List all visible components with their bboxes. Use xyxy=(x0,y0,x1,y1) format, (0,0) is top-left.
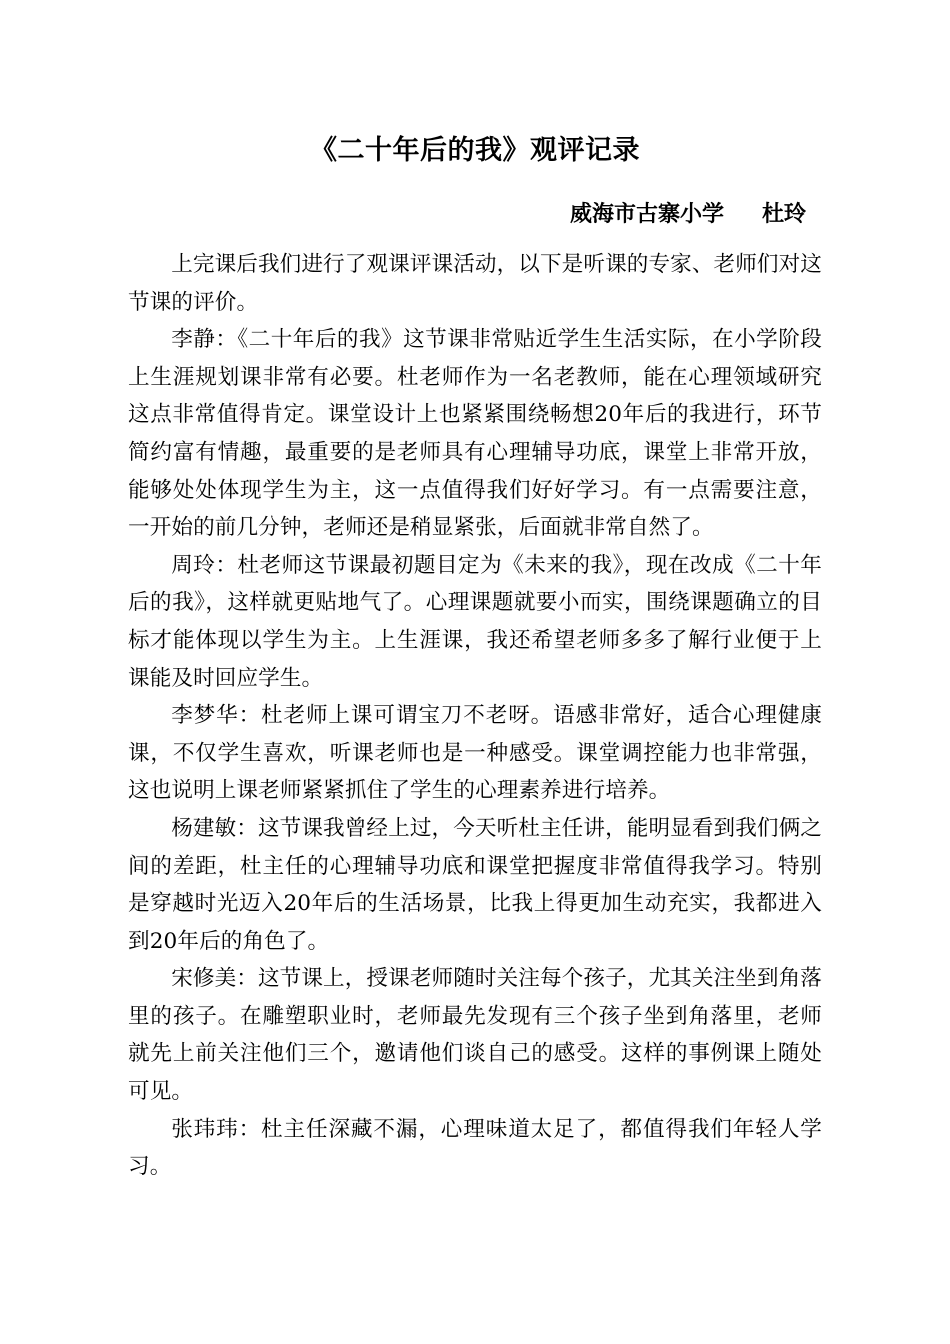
author-line xyxy=(570,198,806,230)
school-name: 威海市古寨小学 xyxy=(569,201,724,227)
comment-paragraph: 李梦华：杜老师上课可谓宝刀不老呀。语感非常好，适合心理健康课，不仅学生喜欢，听课老师也是一种感受。课堂调控能力也非常强，这也说明上课老师紧紧抓住了学生的心理素养进行培养。 xyxy=(128,703,822,804)
comment-paragraph: 张玮玮：杜主任深藏不漏，心理味道太足了，都值得我们年轻人学习。 xyxy=(128,1116,822,1180)
author-name: 杜玲 xyxy=(761,201,806,227)
comment-paragraph: 宋修美：这节课上，授课老师随时关注每个孩子，尤其关注坐到角落里的孩子。在雕塑职业时，老师最先发现有三个孩子坐到角落里，老师就先上前关注他们三个，邀请他们谈自己的感受。这样的事例课上随处可见。 xyxy=(128,966,823,1105)
document-title: 《二十年后的我》观评记录 xyxy=(310,135,640,166)
comment-paragraph: 杨建敏：这节课我曾经上过，今天听杜主任讲，能明显看到我们俩之间的差距，杜主任的心理辅导功底和课堂把握度非常值得我学习。特别是穿越时光迈入20年后的生活场景，比我上得更加生动充实，我都进入到20年后的角色了。 xyxy=(128,815,823,954)
intro-paragraph: 上完课后我们进行了观课评课活动，以下是听课的专家、老师们对这节课的评价。 xyxy=(128,252,823,315)
document-body xyxy=(128,246,822,1186)
comment-paragraph: 李静：《二十年后的我》这节课非常贴近学生生活实际，在小学阶段上生涯规划课非常有必要。杜老师作为一名老教师，能在心理领域研究这点非常值得肯定。课堂设计上也紧紧围绕畅想20年后的我进行，环节简约富有情趣，最重要的是老师具有心理辅导功底，课堂上非常开放，能够处处体现学生为主，这一点值得我们好好学习。有一点需要注意，一开始的前几分钟，老师还是稍显紧张，后面就非常自然了。 xyxy=(128,327,822,541)
comment-paragraph: 周玲：杜老师这节课最初题目定为《未来的我》，现在改成《二十年后的我》，这样就更贴地气了。心理课题就要小而实，围绕课题确立的目标才能体现以学生为主。上生涯课，我还希望老师多多了解行业便于上课能及时回应学生。 xyxy=(128,552,822,691)
